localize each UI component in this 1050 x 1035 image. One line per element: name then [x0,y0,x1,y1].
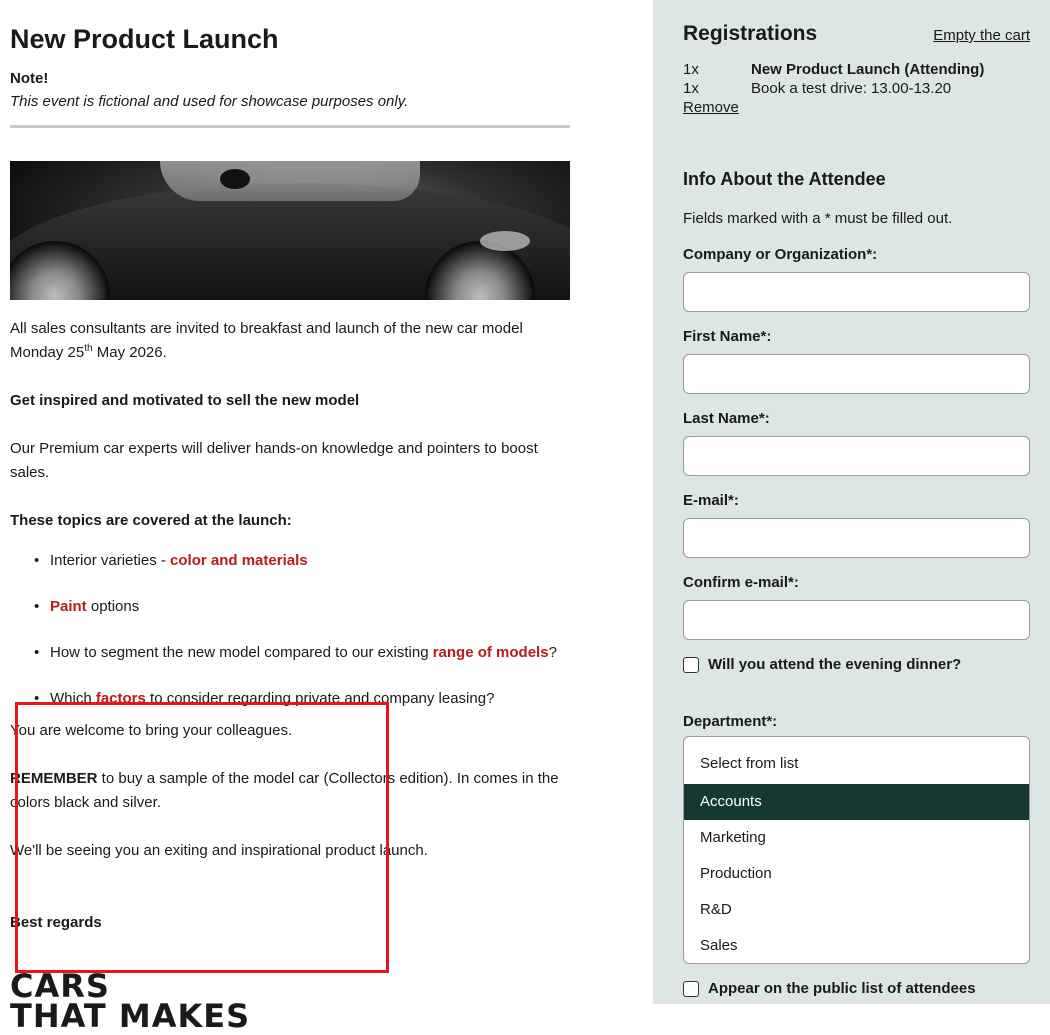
company-input[interactable] [683,272,1030,312]
divider [10,125,570,128]
dinner-checkbox[interactable] [683,657,699,673]
colleagues-text: You are welcome to bring your colleagues. [10,722,293,739]
cart-items [683,60,1030,117]
department-highlight-box [15,702,389,973]
experts-paragraph: Our Premium car experts will deliver hands-on knowledge and pointers to boost sales. [10,440,538,481]
first-name-input[interactable] [683,354,1030,394]
link-paint[interactable]: Paint [50,598,87,615]
topic-text: to consider regarding private and company leasing? [145,690,495,707]
inspired-heading: Get inspired and motivated to sell the new model [10,392,360,409]
link-color-materials[interactable]: color and materials [170,552,308,569]
confirm-email-label: Confirm e-mail*: [683,574,799,591]
department-option-selected[interactable]: Accounts [684,784,1029,820]
car-mirror [220,169,250,189]
intro-text: All sales consultants are invited to breakfast and launch of the new car model Monday 25 [10,320,523,361]
bullet: • [34,690,40,707]
public-list-checkbox[interactable] [683,981,699,997]
confirm-email-input[interactable] [683,600,1030,640]
dinner-label: Will you attend the evening dinner? [708,656,962,673]
first-name-label: First Name*: [683,328,772,345]
company-label: Company or Organization*: [683,246,878,263]
attendee-section-title: Info About the Attendee [683,169,886,189]
topics-heading: These topics are covered at the launch: [10,512,292,529]
dinner-row [683,656,1030,673]
department-option[interactable]: Marketing [700,829,766,846]
cart-qty: 1x [683,61,699,78]
department-option[interactable]: Production [700,865,772,882]
car-hero-image [10,161,570,300]
department-option[interactable]: R&D [700,901,732,918]
topic-text: ? [548,644,557,661]
remember-text: to buy a sample of the model car (Collectors edition). In comes in the colors black and silver. [10,770,559,811]
public-list-label: Appear on the public list of attendees [708,980,976,997]
intro-text-end: May 2026. [92,344,167,361]
link-range-of-models[interactable]: range of models [432,644,549,661]
department-listbox[interactable] [683,736,1030,964]
registrations-header [683,22,1030,46]
brand-logo [10,967,580,1035]
intro-superscript: th [84,343,93,354]
closing-text: We'll be seeing you an exiting and inspirational product launch. [10,842,428,859]
topics-list [10,551,580,709]
note-text: This event is fictional and used for showcase purposes only. [10,93,409,110]
list-item [10,551,580,571]
department-option[interactable]: Sales [700,937,738,954]
car-window [160,161,420,201]
cart-item-name: New Product Launch (Attending) [751,61,985,78]
logo-line-2: THAT MAKES [10,997,251,1035]
cart-row [683,60,1030,79]
logo-line-1: CARS [10,967,110,1005]
list-item [10,643,580,663]
note-title: Note! [10,70,49,87]
page-title: New Product Launch [10,24,279,54]
public-list-row [683,980,976,997]
topic-text: Interior varieties - [50,552,171,569]
bullet: • [34,552,40,569]
intro-paragraph [10,317,580,365]
link-factors[interactable]: factors [95,690,146,707]
registrations-title: Registrations [683,22,818,45]
last-name-input[interactable] [683,436,1030,476]
empty-cart-link[interactable]: Empty the cart [933,27,1030,44]
cart-row [683,79,1030,98]
department-option[interactable]: Select from list [700,755,799,772]
required-fields-note: Fields marked with a * must be filled out. [683,210,953,227]
topic-text: Which [50,690,96,707]
list-item [10,597,580,617]
regards-text: Best regards [10,914,102,931]
email-label: E-mail*: [683,492,739,509]
topic-text: options [86,598,140,615]
remember-bold: REMEMBER [10,770,98,787]
remove-item-link[interactable]: Remove [683,99,739,116]
cart-item-name: Book a test drive: 13.00-13.20 [751,80,952,97]
bullet: • [34,644,40,661]
topic-text: How to segment the new model compared to our existing [50,644,433,661]
bullet: • [34,598,40,615]
department-label: Department*: [683,713,778,730]
email-input[interactable] [683,518,1030,558]
last-name-label: Last Name*: [683,410,770,427]
car-headlight [480,231,530,251]
cart-qty: 1x [683,80,699,97]
